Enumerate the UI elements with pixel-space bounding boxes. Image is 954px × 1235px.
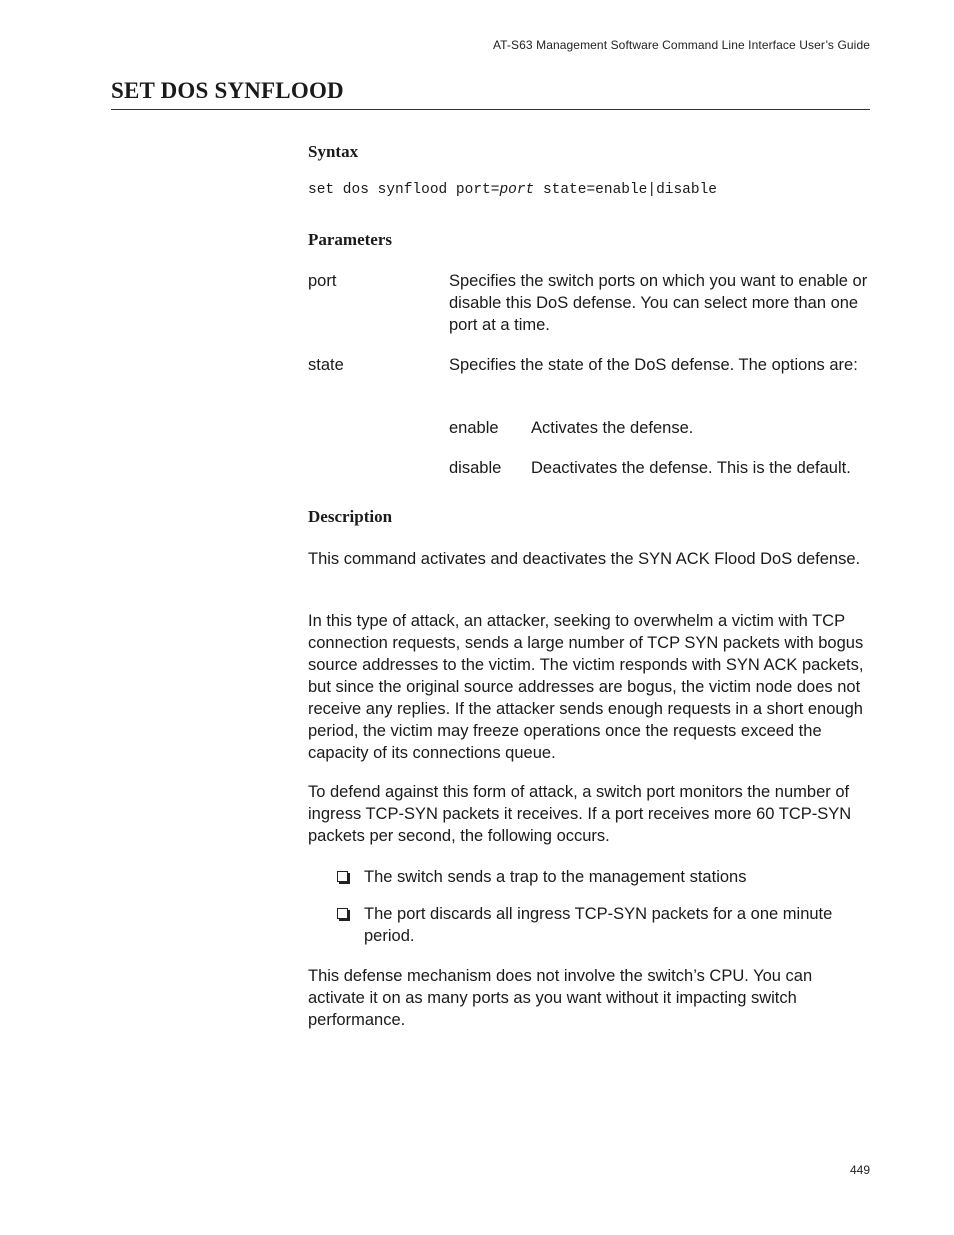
description-paragraph: This command activates and deactivates the SYN ACK Flood DoS defense. [308,550,861,568]
syntax-code-param: port [499,182,535,198]
syntax-code [308,182,717,198]
description-paragraph: To defend against this form of attack, a switch port monitors the number of ingress TCP-SYN packets it receives. If a port receives more 60 TCP-SYN packets per second, the following occurs. [308,783,852,845]
description-paragraph: In this type of attack, an attacker, seeking to overwhelm a victim with TCP connection requests, sends a large number of TCP SYN packets with bogus source addresses to the victim. The victim responds with SYN ACK packets, but since the original source addresses are bogus, the victim node does not receive any replies. If the attacker sends enough requests in a short enough period, the victim may freeze operations once the requests exceed the capacity of its connections queue. [308,612,864,762]
parameters-heading: Parameters [308,230,393,249]
param-name-port: port [308,272,337,290]
title-divider [111,109,870,110]
checkbox-bullet-icon [337,908,348,919]
checkbox-bullet-icon [337,871,348,882]
bullet-item: The switch sends a trap to the management stations [364,868,747,886]
option-name-disable: disable [449,459,502,477]
closing-paragraph: This defense mechanism does not involve the switch’s CPU. You can activate it on as many ports as you want without it impacting switch performance. [308,967,813,1029]
page-title: SET DOS SYNFLOOD [111,78,344,103]
option-desc-enable: Activates the defense. [531,419,694,437]
param-desc-port: Specifies the switch ports on which you want to enable or disable this DoS defense. You can select more than one port at a time. [449,272,868,334]
page-number: 449 [849,1163,870,1177]
param-name-state: state [308,356,344,374]
syntax-code-suffix: state=enable|disable [534,182,717,198]
option-name-enable: enable [449,419,499,437]
option-desc-disable: Deactivates the defense. This is the default. [531,459,851,477]
running-header: AT-S63 Management Software Command Line Interface User’s Guide [492,38,870,52]
bullet-item: The port discards all ingress TCP-SYN packets for a one minute period. [364,905,833,945]
syntax-code-prefix: set dos synflood port= [308,182,500,198]
syntax-heading: Syntax [308,142,359,161]
description-heading: Description [308,507,393,526]
param-desc-state: Specifies the state of the DoS defense. The options are: [449,356,858,374]
